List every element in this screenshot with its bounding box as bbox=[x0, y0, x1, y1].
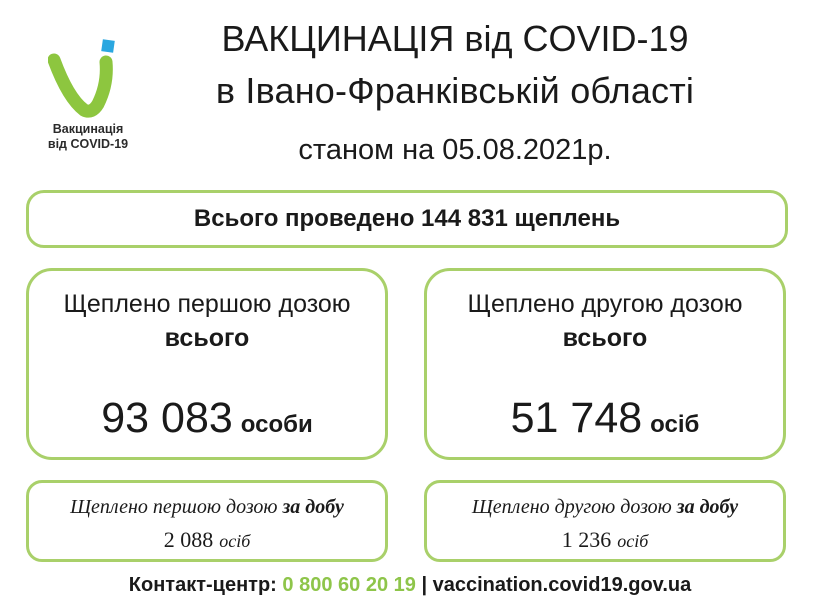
page-title-line2: в Івано-Франківській області bbox=[215, 70, 695, 111]
second-dose-daily-value: 1 236 bbox=[561, 527, 612, 552]
logo-text-line2: від COVID-19 bbox=[47, 137, 129, 151]
report-date: станом на 05.08.2021р. bbox=[298, 134, 612, 166]
page-title-line1: ВАКЦИНАЦІЯ від COVID-19 bbox=[221, 18, 689, 59]
first-dose-daily-value: 2 088 bbox=[163, 527, 214, 552]
first-dose-daily-value-row bbox=[29, 527, 385, 554]
second-dose-value: 51 748 bbox=[510, 394, 643, 442]
first-dose-total-label: всього bbox=[164, 324, 250, 352]
second-dose-daily-box bbox=[424, 480, 786, 562]
second-dose-daily-label: Щеплено другою дозою bbox=[471, 496, 672, 518]
first-dose-daily-period: за добу bbox=[282, 496, 344, 518]
contact-center-label: Контакт-центр: bbox=[128, 574, 277, 596]
second-dose-label: Щеплено другою дозою bbox=[467, 290, 743, 318]
vaccination-v-icon bbox=[48, 38, 128, 120]
footer-separator: | bbox=[421, 574, 428, 596]
contact-footer bbox=[0, 572, 820, 598]
second-dose-daily-unit: осіб bbox=[617, 531, 649, 551]
second-dose-daily-value-row bbox=[427, 527, 783, 554]
second-dose-daily-period: за добу bbox=[676, 496, 739, 518]
logo bbox=[28, 38, 148, 158]
second-dose-total-box bbox=[424, 268, 786, 460]
first-dose-daily-box bbox=[26, 480, 388, 562]
total-vaccinations-text: Всього проведено 144 831 щеплень bbox=[193, 205, 621, 232]
first-dose-unit: особи bbox=[240, 411, 313, 438]
second-dose-total-label: всього bbox=[562, 324, 648, 352]
first-dose-daily-label: Щеплено першою дозою bbox=[70, 496, 278, 518]
first-dose-value-row bbox=[29, 393, 385, 443]
total-vaccinations-box bbox=[26, 190, 788, 248]
first-dose-value: 93 083 bbox=[101, 394, 233, 442]
second-dose-value-row bbox=[427, 393, 783, 443]
first-dose-daily-unit: осіб bbox=[219, 531, 251, 551]
first-dose-label: Щеплено першою дозою bbox=[63, 290, 351, 318]
logo-text-line1: Вакцинація bbox=[52, 122, 124, 136]
second-dose-daily-label-row bbox=[427, 495, 783, 519]
second-dose-unit: осіб bbox=[650, 411, 700, 438]
first-dose-total-box bbox=[26, 268, 388, 460]
website-link[interactable]: vaccination.covid19.gov.ua bbox=[432, 574, 692, 596]
first-dose-daily-label-row bbox=[29, 495, 385, 519]
contact-phone-link[interactable]: 0 800 60 20 19 bbox=[282, 574, 416, 596]
